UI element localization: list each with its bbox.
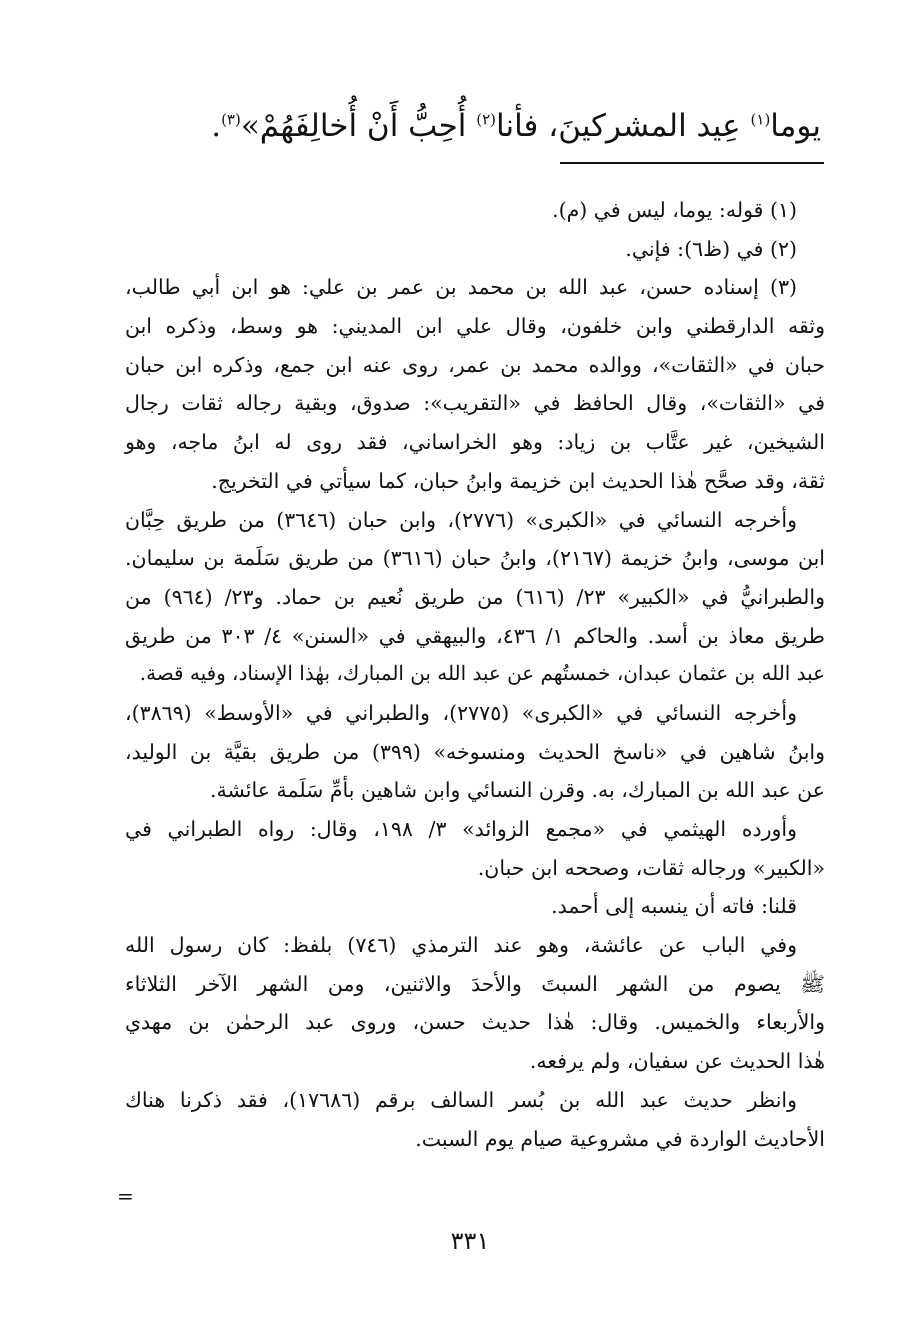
footnote-line: (٢) في (ظ٦): فإني.: [625, 236, 797, 261]
footnote-line: «الكبير» ورجاله ثقات، وصححه ابن حبان.: [477, 855, 825, 880]
hadith-text-part-2: عِيد المشركينَ، فأنا: [496, 108, 751, 144]
footnote-line: ابن موسى، وابنُ خزيمة (٢١٦٧)، وابنُ حبان (٣٦١٦) من طريق سَلَمة بن سليمان.: [125, 546, 825, 571]
footnote-line: عن عبد الله بن المبارك، به. وقرن النسائي وابن شاهين بأمِّ سَلَمة عائشة.: [210, 778, 825, 803]
footnote-ref-1: (١): [750, 110, 771, 129]
footnote-line: (٣) إسناده حسن، عبد الله بن محمد بن عمر بن علي: هو ابن أبي طالب،: [125, 275, 797, 300]
continuation-mark: =: [117, 1184, 134, 1208]
footnote-line: وأخرجه النسائي في «الكبرى» (٢٧٧٦)، وابن حبان (٣٦٤٦) من طريق حِبَّان: [125, 507, 797, 532]
footnote-line: الشيخين، غير عتَّاب بن زياد: وهو الخراساني، فقد روى له ابنُ ماجه، وهو: [125, 430, 825, 455]
footnote-line: طريق معاذ بن أسد. والحاكم ١/ ٤٣٦، والبيهقي في «السنن» ٤/ ٣٠٣ من طريق: [125, 623, 825, 648]
hadith-text-part-3: أُحِبُّ أَنْ أُخالِفَهُمْ»: [240, 108, 477, 144]
footnote-line: وفي الباب عن عائشة، وهو عند الترمذي (٧٤٦) بلفظ: كان رسول الله: [125, 933, 797, 958]
footnote-line: وأورده الهيثمي في «مجمع الزوائد» ٣/ ١٩٨، وقال: رواه الطبراني في: [125, 817, 797, 841]
footnote-line: والطبرانيُّ في «الكبير» ٢٣/ (٦١٦) من طريق نُعيم بن حماد. و٢٣/ (٩٦٤) من: [125, 584, 825, 609]
footnote-line: قلنا: فاته أن ينسبه إلى أحمد.: [551, 894, 797, 919]
footnote-line: وانظر حديث عبد الله بن بُسر السالف برقم (١٧٦٨٦)، فقد ذكرنا هناك: [125, 1087, 797, 1112]
footnote-ref-3: (٣): [221, 110, 241, 129]
footnote-line: حبان في «الثقات»، ووالده محمد بن عمر، روى عنه ابن جمع، وذكره ابن حبان: [125, 352, 825, 377]
hadith-text-end: .: [211, 108, 222, 144]
page-number: ٣٣١: [450, 1227, 490, 1255]
hadith-text-line: [101, 104, 821, 148]
footnotes-block: [125, 191, 825, 1158]
footnote-line: وابنُ شاهين في «ناسخ الحديث ومنسوخه» (٣٩٩) من طريق بقيَّة بن الوليد،: [125, 739, 825, 764]
footnote-line: وأخرجه النسائي في «الكبرى» (٢٧٧٥)، والطبراني في «الأوسط» (٣٨٦٩)،: [125, 700, 797, 725]
footnote-line: الأحاديث الواردة في مشروعية صيام يوم السبت.: [415, 1126, 825, 1151]
footnote-ref-2: (٢): [476, 110, 497, 129]
hadith-text-part-1: يوما: [770, 108, 821, 144]
footnote-line: (١) قوله: يوما، ليس في (م).: [552, 198, 797, 222]
footnote-line: وثقه الدارقطني وابن خلفون، وقال علي ابن المديني: هو وسط، وذكره ابن: [125, 314, 825, 339]
footnote-line: هٰذا الحديث عن سفيان، ولم يرفعه.: [529, 1049, 825, 1074]
footnote-line: والأربعاء والخميس. وقال: هٰذا حديث حسن، وروى عبد الرحمٰن بن مهدي: [125, 1010, 825, 1035]
footnote-line: ثقة، وقد صحَّح هٰذا الحديث ابن خزيمة وابنُ حبان، كما سيأتي في التخريج.: [211, 468, 825, 493]
footnote-line: عبد الله بن عثمان عبدان، خمستُهم عن عبد الله بن المبارك، بهٰذا الإسناد، وفيه قصة.: [139, 662, 825, 686]
footnote-line: ﷺ يصوم من الشهر السبتَ والأحدَ والاثنين، ومن الشهر الآخر الثلاثاء: [125, 971, 825, 996]
footnote-line: في «الثقات»، وقال الحافظ في «التقريب»: صدوق، وبقية رجاله ثقات رجال: [125, 391, 825, 416]
footnote-separator: [560, 162, 824, 164]
